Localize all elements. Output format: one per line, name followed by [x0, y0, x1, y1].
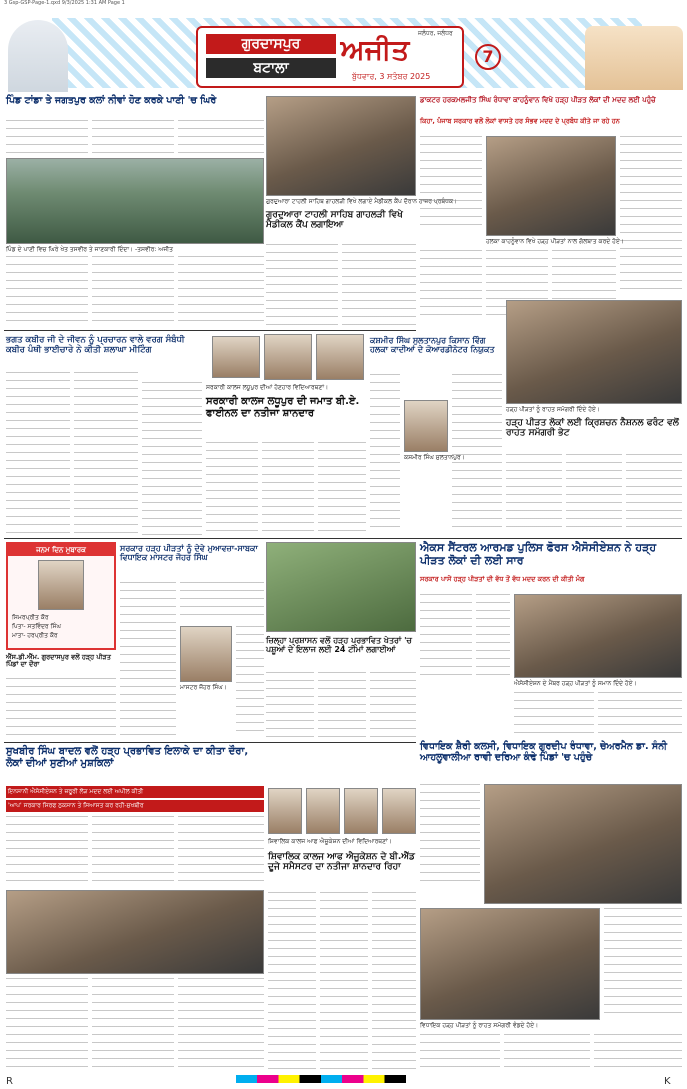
kashmir-singh-portrait: [404, 400, 448, 452]
issue-date: ਬੁੱਧਵਾਰ, 3 ਸਤੰਬਰ 2025: [352, 72, 431, 81]
article-body: [6, 816, 88, 886]
article-body: [178, 816, 264, 886]
article-body: [318, 442, 366, 534]
flood-photo: [6, 158, 264, 244]
relief-material-photo: [506, 300, 682, 404]
article-body: [266, 672, 314, 738]
article-body: [236, 626, 264, 738]
medical-camp-photo: [266, 96, 416, 196]
headline-christian-front: ਹੜ੍ਹ ਪੀੜਤ ਲੋਕਾਂ ਲਈ ਕ੍ਰਿਸ਼ਚਨ ਨੈਸ਼ਨਲ ਫਰੰਟ ਵਲੋਂ ਰਾਹਤ ਸਮੱਗਰੀ ਭੇਟ: [506, 418, 679, 439]
article-body: [268, 892, 316, 1072]
headline-tanda-flood: ਪਿੰਡ ਟਾਂਡਾ ਤੇ ਜਗਤਪੁਰ ਕਲਾਂ ਨੀਵਾਂ ਹੋਣ ਕਰਕੇ ਪਾਣੀ 'ਚ ਘਿਰੇ: [6, 95, 217, 106]
birthday-father: ਪਿਤਾ- ਸਤਵਿੰਦਰ ਸਿੰਘ: [12, 623, 61, 630]
student-photo: [344, 788, 378, 834]
headline-shivalik-college: ਸ਼ਿਵਾਲਿਕ ਕਾਲਜ ਆਫ ਐਜੂਕੇਸ਼ਨ ਦੇ ਬੀ.ਐੱਡ ਦੂਜੇ ਸਮੈਸਟਰ ਦਾ ਨਤੀਜਾ ਸ਼ਾਨਦਾਰ ਰਿਹਾ: [268, 852, 415, 873]
article-body: [320, 892, 368, 1072]
mlas-relief-photo-2: [420, 908, 600, 1020]
headline-capf-association: ਐਕਸ ਸੈਂਟਰਲ ਆਰਮਡ ਪੁਲਿਸ ਫੋਰਸ ਐਸੋਸੀਏਸ਼ਨ ਨੇ ਹੜ੍ਹ ਪੀੜਤ ਲੋਕਾਂ ਦੀ ਲਈ ਸਾਰ: [420, 541, 657, 567]
article-body: [514, 692, 594, 738]
article-body: [506, 454, 562, 534]
article-body: [6, 120, 88, 156]
article-body: [420, 1034, 500, 1072]
section-divider: [4, 538, 682, 539]
print-color-bar: [236, 1075, 406, 1083]
article-body: [594, 1034, 682, 1072]
brand-subtitle: ਜਲੰਧਰ, ਜਲੰਧਰ: [418, 30, 453, 37]
district-team-photo: [266, 542, 416, 632]
edition-city-gurdaspur: ਗੁਰਦਾਸਪੁਰ: [206, 34, 336, 54]
article-body: [598, 692, 682, 738]
article-body: [206, 442, 258, 534]
headline-district-teams: ਜ਼ਿਲ੍ਹਾ ਪ੍ਰਸ਼ਾਸਨ ਵਲੋਂ ਹੜ੍ਹ ਪ੍ਰਭਾਵਿਤ ਖੇਤਰਾਂ 'ਚ ਪਸ਼ੂਆਂ ਦੇ ਇਲਾਜ ਲਈ 24 ਟੀਮਾਂ ਲਗਾਈਆਂ: [266, 636, 412, 655]
photo-caption: ਪਿੰਡ ਦੇ ਪਾਣੀ ਵਿਚ ਘਿਰੇ ਖੇਤ ਤਸਵੀਰ ਤੇ ਜਾਣਕਾਰੀ ਦਿੰਦਾ। -ਤਸਵੀਰ: ਅਜੀਤ: [6, 246, 173, 253]
article-body: [566, 454, 622, 534]
article-body: [420, 784, 480, 884]
student-photo: [382, 788, 416, 834]
capf-association-photo: [514, 594, 682, 678]
student-photo: [306, 788, 340, 834]
article-body: [92, 816, 174, 886]
subhead-randhawa-visit: ਕਿਹਾ, ਪੰਜਾਬ ਸਰਕਾਰ ਵਲੋਂ ਲੋਕਾਂ ਵਾਸਤੇ ਹਰ ਸੰਭਵ ਮਦਦ ਦੇ ਪ੍ਰਬੰਧ ਕੀਤੇ ਜਾ ਰਹੇ ਹਨ: [420, 117, 620, 125]
photo-caption: ਗੁਰਦੁਆਰਾ ਟਾਹਲੀ ਸਾਹਿਬ ਗਾਹਲੜੀ ਵਿਖੇ ਲਗਾਏ ਮੈਡੀਕਲ ਕੈਂਪ ਦੌਰਾਨ ਹਾਜ਼ਰ ਪ੍ਰਬੰਧਕ।: [266, 198, 458, 205]
article-body: [626, 454, 682, 534]
article-body: [178, 256, 264, 326]
sukhbir-visit-photo: [6, 890, 264, 974]
article-body: [6, 372, 70, 537]
article-body: [266, 244, 338, 326]
article-body: [318, 672, 366, 738]
headline-kashmir-singh: ਕਸ਼ਮੀਰ ਸਿੰਘ ਸੁਲਤਾਨਪੁਰ ਕਿਸਾਨ ਵਿੰਗ ਹਲਕਾ ਕਾਦੀਆਂ ਦੇ ਕੋਆਰਡੀਨੇਟਰ ਨਿਯੁਕਤ: [370, 336, 495, 355]
photo-caption: ਹੜ੍ਹ ਪੀੜਤਾਂ ਨੂੰ ਰਾਹਤ ਸਮੱਗਰੀ ਦਿੰਦੇ ਹੋਏ।: [506, 406, 600, 413]
subhead-capf-association: ਸਰਕਾਰ ਪਾਸੋਂ ਹੜ੍ਹ ਪੀੜਤਾਂ ਦੀ ਵੱਧ ਤੋਂ ਵੱਧ ਮਦਦ ਕਰਨ ਦੀ ਕੀਤੀ ਮੰਗ: [420, 575, 585, 583]
newspaper-brand: ਅਜੀਤ: [340, 33, 410, 66]
johar-singh-portrait: [180, 626, 232, 682]
photo-caption: ਸਰਕਾਰੀ ਕਾਲਜ ਲਧੂਪੁਰ ਦੀਆਂ ਹੋਣਹਾਰ ਵਿਦਿਆਰਥਣਾਂ।: [206, 384, 329, 391]
article-body: [370, 374, 400, 530]
portrait-photo: [212, 336, 260, 378]
birthday-name: ਸਿਮਰਪ੍ਰੀਤ ਕੌਰ: [12, 614, 49, 621]
edition-city-batala: ਬਟਾਲਾ: [206, 58, 336, 78]
randhawa-visit-photo: [486, 136, 616, 236]
page-number: 7: [475, 44, 501, 70]
article-body: [6, 678, 116, 738]
article-body: [372, 892, 416, 1072]
article-body: [142, 382, 202, 537]
photo-caption: ਮਾਸਟਰ ਜੌਹਰ ਸਿੰਘ।: [180, 684, 227, 691]
article-body: [452, 374, 502, 530]
article-body: [604, 908, 682, 1020]
article-body: [92, 256, 174, 326]
article-body: [504, 1034, 590, 1072]
mlas-relief-photo: [484, 784, 682, 904]
subhead-sukhbir-2: 'ਆਪ' ਸਰਕਾਰ ਸਿਰਫ ਨੁਕਸਾਨ ਤੇ ਸਿਆਸਤ ਕਰ ਰਹੀ-ਸੁਖਬੀਰ: [8, 802, 144, 809]
article-body: [620, 136, 682, 296]
headline-mlas-ravi: ਵਿਧਾਇਕ ਸ਼ੈਰੀ ਕਲਸੀ, ਵਿਧਾਇਕ ਗੁਰਦੀਪ ਰੰਧਾਵਾ, ਚੇਅਰਮੈਨ ਡਾ. ਸੰਨੀ ਆਹਲੂਵਾਲੀਆ ਰਾਵੀ ਦਰਿਆ ਕੰਢੇ ਪਿੰਡਾਂ 'ਚ ਪਹੁੰਚੇ: [420, 741, 668, 763]
photo-caption: ਹਲਕਾ ਕਾਹਨੂੰਵਾਨ ਵਿਖੇ ਹੜ੍ਹ ਪੀੜਤਾਂ ਨਾਲ ਗੱਲਬਾਤ ਕਰਦੇ ਹੋਏ।: [486, 238, 624, 245]
article-body: [476, 594, 510, 682]
article-body: [420, 136, 482, 231]
article-body: [92, 978, 174, 1072]
photo-caption: ਕਸ਼ਮੀਰ ਸਿੰਘ ਸੁਲਤਾਨਪੁਰ।: [404, 454, 465, 461]
golden-temple-illustration: [8, 20, 68, 92]
headline-randhawa-visit: ਡਾਕਟਰ ਹਰਕਮਲਜੀਤ ਸਿੰਘ ਰੰਧਾਵਾ ਕਾਹਨੂੰਵਾਨ ਵਿਖੇ ਹੜ੍ਹ ਪੀੜਤ ਲੋਕਾਂ ਦੀ ਮਦਦ ਲਈ ਪਹੁੰਚੇ: [420, 96, 656, 104]
birthday-child-photo: [38, 560, 84, 610]
birthday-mother: ਮਾਤਾ- ਹਰਪ੍ਰੀਤ ਕੌਰ: [12, 632, 58, 639]
article-body: [342, 244, 416, 326]
article-body: [262, 442, 314, 534]
article-body: [420, 250, 482, 320]
section-divider: [4, 330, 416, 331]
student-photo: [264, 334, 312, 380]
headline-sukhbir-badal: ਸੁਖਬੀਰ ਸਿੰਘ ਬਾਦਲ ਵਲੋਂ ਹੜ੍ਹ ਪ੍ਰਭਾਵਿਤ ਇਲਾਕੇ ਦਾ ਕੀਤਾ ਦੌਰਾ, ਲੋਕਾਂ ਦੀਆਂ ਸੁਣੀਆਂ ਮੁਸ਼ਕਿਲਾਂ: [6, 746, 249, 769]
page-slug: 3 Gsp-GSP-Page-1.qxd 9/3/2025 1:31 AM Page 1: [4, 0, 125, 6]
headline-johar-singh: ਸਰਕਾਰ ਹੜ੍ਹ ਪੀੜਤਾਂ ਨੂੰ ਦੇਵੇ ਮੁਆਵਜ਼ਾ-ਸਾਬਕਾ ਵਿਧਾਇਕ ਮਾਸਟਰ ਜੌਹਰ ਸਿੰਘ: [120, 544, 258, 563]
article-body: [178, 120, 264, 156]
article-body: [420, 594, 472, 682]
headline-sdm-visit: ਐੱਸ.ਡੀ.ਐੱਮ. ਗੁਰਦਾਸਪੁਰ ਵਲੋਂ ਹੜ੍ਹ ਪੀੜਤ ਪਿੰਡਾਂ ਦਾ ਦੌਰਾ: [6, 653, 111, 669]
article-body: [6, 978, 88, 1072]
article-body: [120, 582, 176, 738]
article-body: [74, 372, 138, 537]
headline-medical-camp: ਗੁਰਦੁਆਰਾ ਟਾਹਲੀ ਸਾਹਿਬ ਗਾਹਲੜੀ ਵਿਖੇ ਮੈਡੀਕਲ ਕੈਂਪ ਲਗਾਇਆ: [266, 210, 403, 231]
photo-caption: ਸ਼ਿਵਾਲਿਕ ਕਾਲਜ ਆਫ ਐਜੂਕੇਸ਼ਨ ਦੀਆਂ ਵਿਦਿਆਰਥਣਾਂ।: [268, 838, 392, 845]
headline-kabir: ਭਗਤ ਕਬੀਰ ਜੀ ਦੇ ਜੀਵਨ ਨੂੰ ਪ੍ਰਚਾਰਨ ਵਾਲੇ ਵਰਗ ਸੰਬੰਧੀ ਕਬੀਰ ਪੰਥੀ ਭਾਈਚਾਰੇ ਨੇ ਕੀਤੀ ਸ਼ਲਾਘਾ ਮੀਟਿੰਗ: [6, 335, 185, 355]
headline-ladhupur-college: ਸਰਕਾਰੀ ਕਾਲਜ ਲਧੂਪੁਰ ਦੀ ਜਮਾਤ ਬੀ.ਏ. ਫਾਈਨਲ ਦਾ ਨਤੀਜਾ ਸ਼ਾਨਦਾਰ: [206, 396, 360, 419]
photo-caption: ਵਿਧਾਇਕ ਹੜ੍ਹ ਪੀੜਤਾਂ ਨੂੰ ਰਾਹਤ ਸਮੱਗਰੀ ਵੰਡਦੇ ਹੋਏ।: [420, 1022, 539, 1029]
article-body: [370, 672, 416, 738]
article-body: [92, 120, 174, 156]
photo-caption: ਐਸੋਸੀਏਸ਼ਨ ਦੇ ਮੈਂਬਰ ਹੜ੍ਹ ਪੀੜਤਾਂ ਨੂੰ ਸਮਾਨ ਦਿੰਦੇ ਹੋਏ।: [514, 680, 637, 687]
article-body: [180, 582, 264, 622]
birthday-title: ਜਨਮ ਦਿਨ ਮੁਬਾਰਕ: [8, 544, 114, 556]
student-photo: [268, 788, 302, 834]
subhead-sukhbir-1: ਇਨਸਾਨੀ ਐਸੋਸੀਏਸ਼ਨ ਤੇ ਜ਼ਰੂਰੀ ਲੋੜ ਮਦਦ ਲਈ ਅਪੀਲ ਕੀਤੀ: [8, 788, 144, 795]
article-body: [178, 978, 264, 1072]
student-photo: [316, 334, 364, 380]
footer-left-mark: R: [6, 1076, 13, 1087]
article-body: [6, 256, 88, 326]
section-divider: [4, 742, 416, 743]
footer-right-mark: K: [664, 1076, 671, 1087]
gurdwara-illustration: [585, 26, 683, 90]
